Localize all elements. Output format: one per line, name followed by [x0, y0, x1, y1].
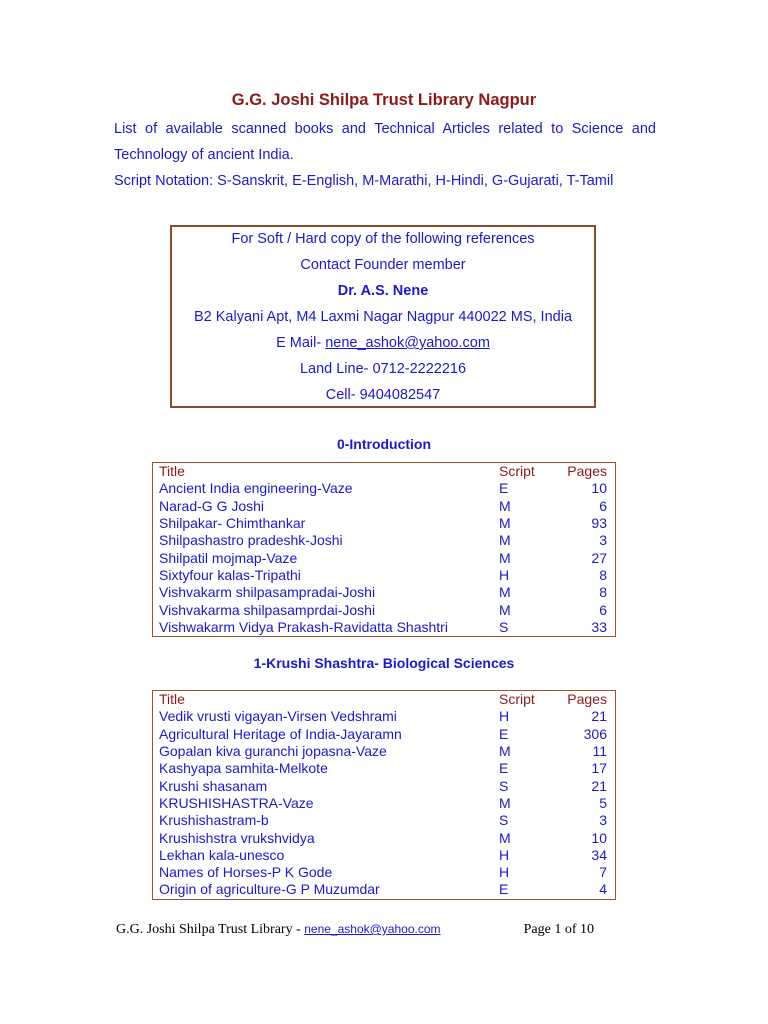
- footer-email-link[interactable]: nene_ashok@yahoo.com: [304, 922, 441, 936]
- book-script: H: [499, 846, 510, 863]
- book-script: M: [499, 794, 511, 811]
- book-script: M: [499, 584, 511, 601]
- table-row: [153, 726, 616, 743]
- table-row: [153, 515, 616, 532]
- table-row: [153, 812, 616, 829]
- table-row: [153, 532, 616, 549]
- email-label: E Mail-: [276, 335, 326, 351]
- book-pages: 34: [591, 846, 607, 863]
- book-title: Krushi shasanam: [159, 777, 268, 794]
- book-script: S: [499, 777, 509, 794]
- book-pages: 6: [599, 601, 607, 618]
- book-pages: 21: [591, 777, 607, 794]
- book-pages: 27: [591, 549, 607, 566]
- column-header-pages: Pages: [567, 691, 607, 708]
- footer-left: [116, 922, 441, 938]
- page-number: Page 1 of 10: [523, 922, 594, 937]
- email-line: [172, 333, 594, 359]
- table-body: [153, 463, 616, 637]
- book-title: Vishwakarm Vidya Prakash-Ravidatta Shashtri: [159, 618, 448, 635]
- book-pages: 4: [599, 881, 607, 898]
- book-script: M: [499, 829, 511, 846]
- table-body: [153, 691, 616, 900]
- book-pages: 17: [591, 760, 607, 777]
- book-title: Krushishstra vrukshvidya: [159, 829, 315, 846]
- book-script: H: [499, 566, 510, 583]
- contact-line-2: Contact Founder member: [300, 257, 466, 273]
- book-pages: 3: [599, 812, 607, 829]
- book-pages: 6: [599, 497, 607, 514]
- table-row: [153, 829, 616, 846]
- book-script: S: [499, 812, 509, 829]
- table-row: [153, 864, 616, 881]
- book-title: Origin of agriculture-G P Muzumdar: [159, 881, 380, 898]
- book-script: E: [499, 480, 509, 497]
- section-heading-krushi: 1-Krushi Shashtra- Biological Sciences: [253, 655, 515, 671]
- book-title: Kashyapa samhita-Melkote: [159, 760, 328, 777]
- book-title: Ancient India engineering-Vaze: [159, 480, 353, 497]
- book-script: E: [499, 881, 509, 898]
- book-script: M: [499, 515, 511, 532]
- book-pages: 33: [591, 618, 607, 635]
- book-title: Gopalan kiva guranchi jopasna-Vaze: [159, 743, 387, 760]
- table-header-row: [153, 463, 616, 481]
- book-title: Shilpashastro pradeshk-Joshi: [159, 532, 343, 549]
- table-row: [153, 480, 616, 497]
- book-pages: 3: [599, 532, 607, 549]
- table-header-row: [153, 691, 616, 709]
- book-pages: 93: [591, 515, 607, 532]
- intro-block: [114, 116, 656, 194]
- book-script: H: [499, 708, 510, 725]
- table-row: [153, 549, 616, 566]
- page-title: G.G. Joshi Shilpa Trust Library Nagpur: [231, 91, 537, 109]
- table-row: [153, 743, 616, 760]
- book-pages: 8: [599, 566, 607, 583]
- books-table-introduction: [152, 462, 616, 637]
- table-row: [153, 498, 616, 515]
- book-title: Names of Horses-P K Gode: [159, 864, 333, 881]
- cell-phone: Cell- 9404082547: [325, 387, 441, 403]
- book-pages: 10: [591, 480, 607, 497]
- table-row: [153, 881, 616, 899]
- book-pages: 21: [591, 708, 607, 725]
- email-link[interactable]: nene_ashok@yahoo.com: [325, 335, 490, 351]
- book-pages: 306: [583, 725, 607, 742]
- table-row: [153, 847, 616, 864]
- table-row: [153, 777, 616, 794]
- footer-library: G.G. Joshi Shilpa Trust Library -: [116, 922, 305, 937]
- column-header-script: Script: [499, 463, 535, 480]
- founder-name: Dr. A.S. Nene: [337, 283, 429, 299]
- book-pages: 8: [599, 584, 607, 601]
- table-row: [153, 567, 616, 584]
- book-script: M: [499, 601, 511, 618]
- table-row: [153, 708, 616, 725]
- book-pages: 5: [599, 794, 607, 811]
- book-title: Vishvakarma shilpasamprdai-Joshi: [159, 601, 376, 618]
- book-script: M: [499, 743, 511, 760]
- book-title: Agricultural Heritage of India-Jayaramn: [159, 725, 402, 742]
- section-heading-introduction: 0-Introduction: [336, 436, 432, 452]
- book-title: KRUSHISHASTRA-Vaze: [159, 794, 314, 811]
- column-header-pages: Pages: [567, 463, 607, 480]
- book-script: M: [499, 497, 511, 514]
- column-header-title: Title: [159, 463, 185, 480]
- book-pages: 7: [599, 864, 607, 881]
- book-pages: 10: [591, 829, 607, 846]
- founder-address: B2 Kalyani Apt, M4 Laxmi Nagar Nagpur 440022 MS, India: [193, 309, 573, 325]
- contact-line-1: For Soft / Hard copy of the following references: [231, 231, 535, 247]
- script-notation: Script Notation: S-Sanskrit, E-English, M-Marathi, H-Hindi, G-Gujarati, T-Tamil: [114, 173, 614, 189]
- books-table-krushi: [152, 690, 616, 900]
- book-script: E: [499, 760, 509, 777]
- table-row: [153, 601, 616, 618]
- book-script: H: [499, 864, 510, 881]
- column-header-title: Title: [159, 691, 185, 708]
- book-script: M: [499, 532, 511, 549]
- table-row: [153, 584, 616, 601]
- intro-text: List of available scanned books and Technical Articles related to Science and Technology of ancient India.: [114, 121, 656, 163]
- book-script: S: [499, 618, 509, 635]
- book-title: Vedik vrusti vigayan-Virsen Vedshrami: [159, 708, 397, 725]
- book-title: Narad-G G Joshi: [159, 497, 265, 514]
- book-title: Lekhan kala-unesco: [159, 846, 285, 863]
- landline: Land Line- 0712-2222216: [299, 361, 467, 377]
- book-script: M: [499, 549, 511, 566]
- table-row: [153, 795, 616, 812]
- book-pages: 11: [592, 743, 607, 760]
- contact-box: [170, 225, 596, 408]
- table-row: [153, 760, 616, 777]
- book-title: Krushishastram-b: [159, 812, 269, 829]
- book-title: Vishvakarm shilpasampradai-Joshi: [159, 584, 376, 601]
- table-row: [153, 619, 616, 637]
- column-header-script: Script: [499, 691, 535, 708]
- book-title: Sixtyfour kalas-Tripathi: [159, 566, 301, 583]
- book-title: Shilpatil mojmap-Vaze: [159, 549, 298, 566]
- book-script: E: [499, 725, 509, 742]
- book-title: Shilpakar- Chimthankar: [159, 515, 306, 532]
